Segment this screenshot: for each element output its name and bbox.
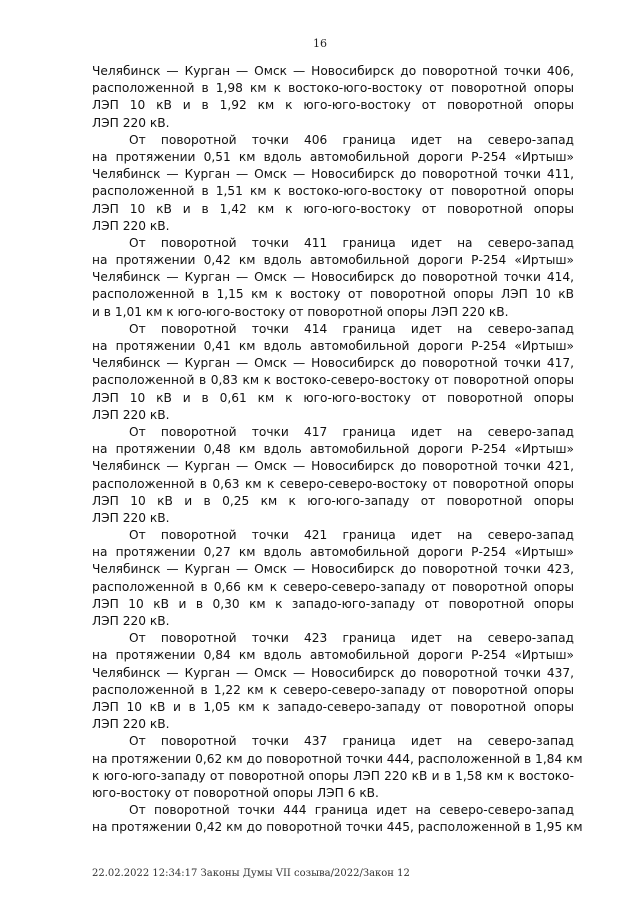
text-line: Челябинск — Курган — Омск — Новосибирск до поворотной точки 417, [92,356,574,371]
text-line: Челябинск — Курган — Омск — Новосибирск до поворотной точки 421, [92,459,574,474]
text-line: юго-востоку от поворотной опоры ЛЭП 6 кВ. [92,785,379,800]
text-line: ЛЭП 10 кВ и в 1,92 км к юго-юго-востоку от поворотной опоры [92,98,574,113]
text-line: От поворотной точки 417 граница идет на северо-запад [129,424,574,439]
text-line: на протяжении 0,42 км до поворотной точки 445, расположенной в 1,95 км [92,820,583,835]
text-line: ЛЭП 220 кВ. [92,614,170,628]
text-line: на протяжении 0,42 км вдоль автомобильной дороги Р-254 «Иртыш» [92,253,574,268]
text-line: на протяжении 0,27 км вдоль автомобильной дороги Р-254 «Иртыш» [92,545,574,560]
text-line: ЛЭП 220 кВ. [92,115,170,130]
text-line: расположенной в 1,51 км к востоко-юго-востоку от поворотной опоры [92,184,574,199]
text-line: ЛЭП 10 кВ и в 0,25 км к юго-юго-западу от поворотной опоры [92,493,574,508]
text-line: ЛЭП 220 кВ. [92,218,170,233]
text-line: ЛЭП 220 кВ. [92,717,170,732]
text-line: Челябинск — Курган — Омск — Новосибирск до поворотной точки 406, [92,64,574,78]
text-line: ЛЭП 220 кВ. [92,407,170,422]
text-line: Челябинск — Курган — Омск — Новосибирск до поворотной точки 423, [92,562,574,577]
text-line: Челябинск — Курган — Омск — Новосибирск до поворотной точки 411, [92,167,574,182]
text-line: От поворотной точки 444 граница идет на северо-северо-запад [129,803,574,818]
text-line: расположенной в 0,83 км к востоко-северо-востоку от поворотной опоры [92,373,574,388]
text-line: ЛЭП 10 кВ и в 1,05 км к западо-северо-западу от поворотной опоры [92,699,574,714]
text-line: к юго-юго-западу от поворотной опоры ЛЭП 220 кВ и в 1,58 км к востоко- [92,768,574,783]
footer-stamp: 22.02.2022 12:34:17 Законы Думы VII созыва/2022/Закон 12 [92,868,410,879]
text-line: От поворотной точки 411 граница идет на северо-запад [129,235,574,250]
text-line: Челябинск — Курган — Омск — Новосибирск до поворотной точки 437, [92,665,574,680]
text-line: От поворотной точки 421 граница идет на северо-запад [129,528,574,543]
text-line: на протяжении 0,84 км вдоль автомобильной дороги Р-254 «Иртыш» [92,648,574,663]
text-line: От поворотной точки 406 граница идет на северо-запад [129,132,574,147]
text-line: ЛЭП 10 кВ и в 1,42 км к юго-юго-востоку от поворотной опоры [92,201,574,216]
text-line: на протяжении 0,62 км до поворотной точки 444, расположенной в 1,84 км [92,751,583,766]
text-line: Челябинск — Курган — Омск — Новосибирск до поворотной точки 414, [92,270,574,285]
text-line: расположенной в 1,98 км к востоко-юго-востоку от поворотной опоры [92,81,574,96]
text-line: на протяжении 0,51 км вдоль автомобильной дороги Р-254 «Иртыш» [92,149,574,164]
text-line: От поворотной точки 414 граница идет на северо-запад [129,321,574,336]
text-line: расположенной в 1,22 км к северо-северо-западу от поворотной опоры [92,682,574,697]
text-line: ЛЭП 220 кВ. [92,510,170,525]
text-line: От поворотной точки 437 граница идет на северо-запад [129,734,574,749]
text-line: От поворотной точки 423 граница идет на северо-запад [129,631,574,646]
text-line: ЛЭП 10 кВ и в 0,30 км к западо-юго-западу от поворотной опоры [92,596,574,611]
document-body [92,63,583,836]
text-line: расположенной в 1,15 км к востоку от поворотной опоры ЛЭП 10 кВ [92,287,574,302]
page-number: 16 [313,37,327,50]
text-line: на протяжении 0,41 км вдоль автомобильной дороги Р-254 «Иртыш» [92,339,574,353]
text-line: и в 1,01 км к юго-юго-востоку от поворотной опоры ЛЭП 220 кВ. [92,304,509,319]
text-line: на протяжении 0,48 км вдоль автомобильной дороги Р-254 «Иртыш» [92,442,574,457]
text-line: ЛЭП 10 кВ и в 0,61 км к юго-юго-востоку от поворотной опоры [92,390,574,405]
text-line: расположенной в 0,63 км к северо-северо-востоку от поворотной опоры [92,476,574,491]
text-line: расположенной в 0,66 км к северо-северо-западу от поворотной опоры [92,579,574,594]
